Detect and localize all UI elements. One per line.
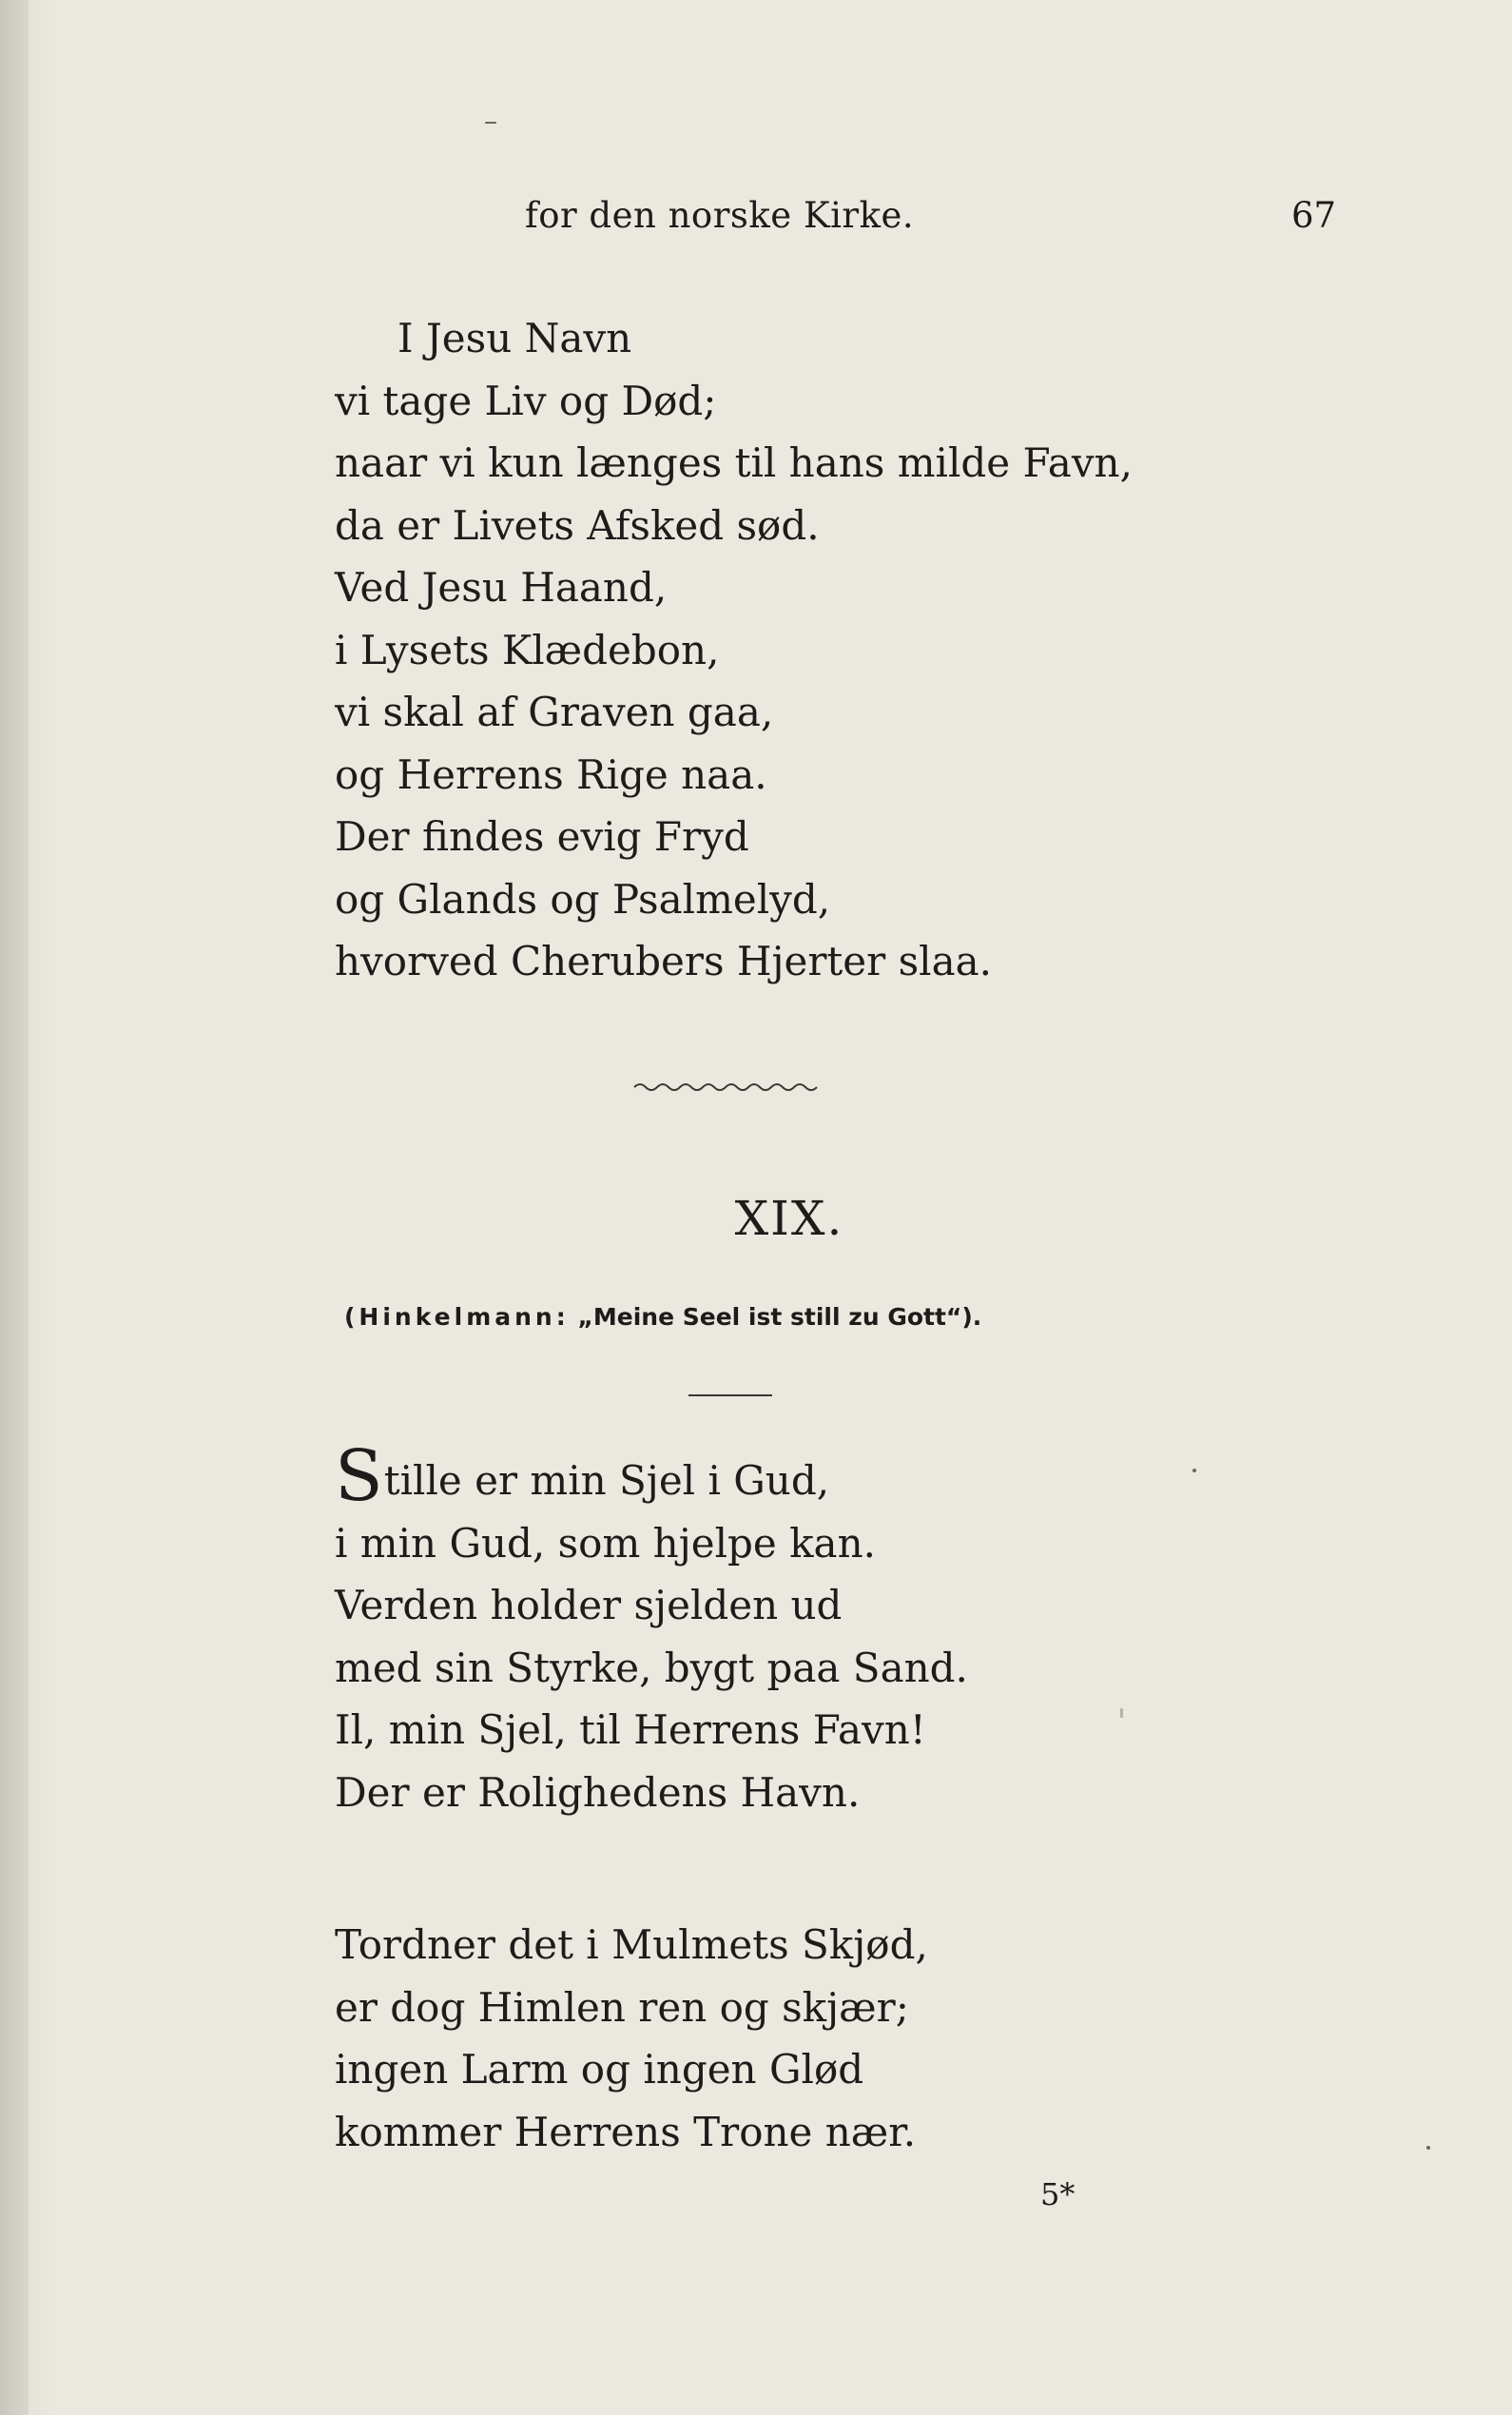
attribution-author: (Hinkelmann: — [344, 1303, 570, 1331]
paper-speck — [1192, 1469, 1196, 1472]
hymn-stanza — [335, 307, 1133, 993]
verse-line: er dog Himlen ren og skjær; — [335, 1983, 909, 2031]
verse-line: Ved Jesu Haand, — [335, 564, 668, 611]
hymn-stanza — [335, 1914, 928, 2163]
verse-line: naar vi kun længes til hans milde Favn, — [335, 439, 1133, 486]
verse-line: Verden holder sjelden ud — [335, 1582, 843, 1628]
verse-line-text: tille er min Sjel i Gud, — [383, 1457, 830, 1504]
verse-line: Der er Rolighedens Havn. — [335, 1768, 861, 1816]
verse-line: Tordner det i Mulmets Skjød, — [335, 1921, 928, 1968]
ornamental-divider — [632, 1081, 823, 1094]
verse-line: Il, min Sjel, til Herrens Favn! — [335, 1706, 926, 1753]
verse-line: da er Livets Afsked sød. — [335, 501, 820, 549]
running-head-title: for den norske Kirke. — [525, 195, 915, 236]
verse-line: og Herrens Rige naa. — [335, 750, 767, 798]
paper-speck — [485, 122, 496, 124]
verse-line: Der findes evig Fryd — [335, 813, 749, 860]
paper-speck — [1426, 2146, 1430, 2150]
hymn-attribution — [344, 1303, 981, 1331]
verse-line: i min Gud, som hjelpe kan. — [335, 1519, 876, 1567]
verse-line: hvorved Cherubers Hjerter slaa. — [335, 938, 993, 984]
hymn-stanza — [335, 1435, 968, 1823]
verse-line: ingen Larm og ingen Glød — [335, 2046, 864, 2093]
short-rule — [688, 1394, 772, 1396]
verse-line — [335, 1435, 968, 1517]
page-number: 67 — [1291, 195, 1337, 236]
verse-line: I Jesu Navn — [397, 315, 632, 361]
verse-line: med sin Styrke, bygt paa Sand. — [335, 1644, 968, 1691]
verse-line: og Glands og Psalmelyd, — [335, 875, 831, 923]
drop-cap: S — [335, 1435, 383, 1517]
hymn-number-heading: XIX. — [734, 1191, 844, 1246]
verse-line: i Lysets Klædebon, — [335, 626, 720, 673]
signature-mark: 5* — [1040, 2176, 1076, 2212]
verse-line: vi skal af Graven gaa, — [335, 689, 774, 735]
verse-line: vi tage Liv og Død; — [335, 377, 717, 424]
verse-line: kommer Herrens Trone nær. — [335, 2108, 917, 2155]
attribution-title: „Meine Seel ist still zu Gott“). — [577, 1303, 982, 1331]
paper-speck — [1120, 1708, 1123, 1718]
